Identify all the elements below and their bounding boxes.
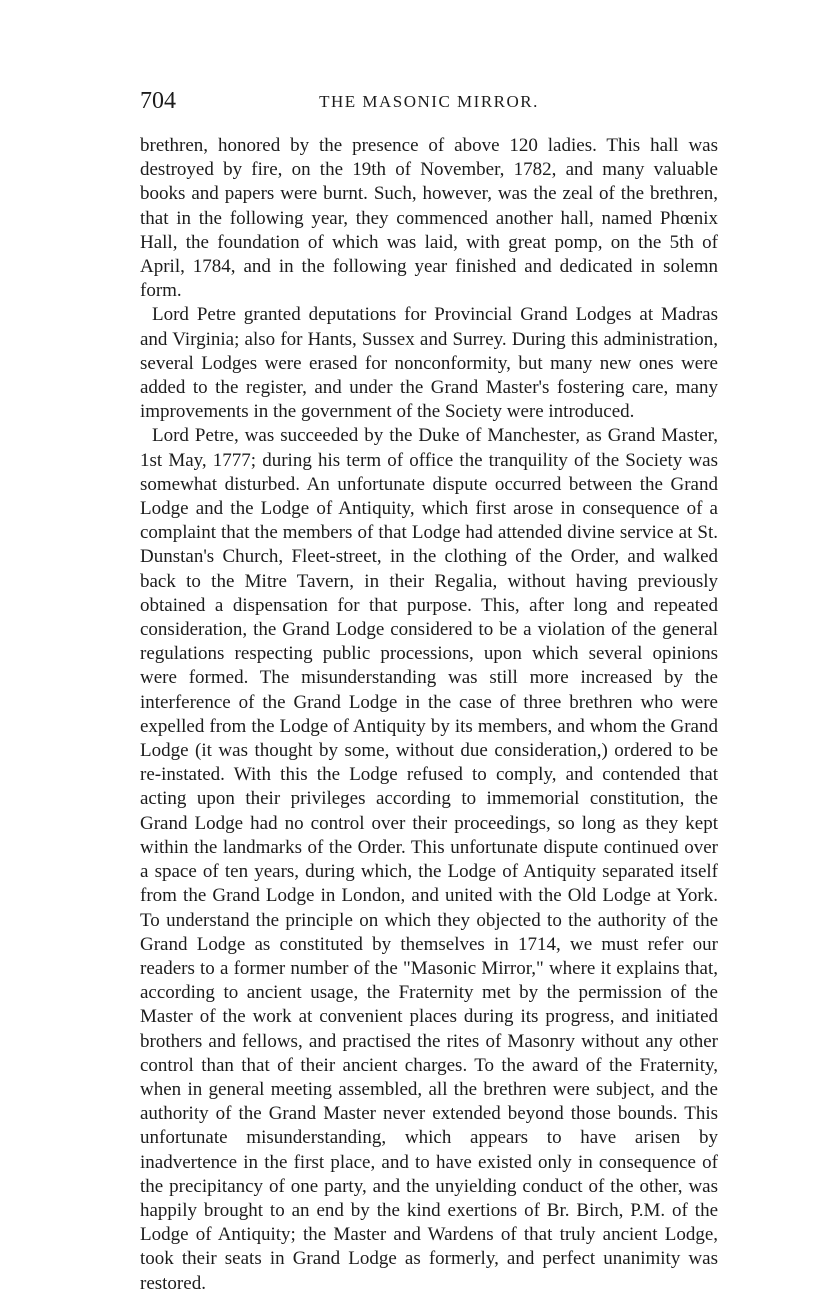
paragraph-1: brethren, honored by the presence of above 120 ladies. This hall was destroyed by fire, on the 19th of November, 1782, and many valuable books and papers were burnt. Such, however, was the zeal of the brethren, that in the following year, they commenced another hall, named Phœnix Hall, the foundation of which was laid, with great pomp, on the 5th of April, 1784, and in the following year finished and dedicated in solemn form. (140, 135, 718, 302)
paragraph-3: Lord Petre, was succeeded by the Duke of Manchester, as Grand Master, 1st May, 1777; during his term of office the tranquility of the Society was somewhat disturbed. An unfortunate dispute occurred between the Grand Lodge and the Lodge of Antiquity, which first arose in consequence of a complaint that the members of that Lodge had attended divine service at St. Dunstan's Church, Fleet-street, in the clothing of the Order, and walked back to the Mitre Tavern, in their Regalia, without having previously obtained a dispensation for that purpose. This, after long and repeated consideration, the Grand Lodge considered to be a violation of the general regulations respecting public processions, upon which several opinions were formed. The misunderstanding was still more increased by the interference of the Grand Lodge in the case of three brethren who were expelled from the Lodge of Antiquity by its members, and whom the Grand Lodge (it was thought by some, without due consideration,) ordered to be re-instated. With this the Lodge refused to comply, and contended that acting upon their privileges according to immemorial constitution, the Grand Lodge had no control over their proceedings, so long as they kept within the landmarks of the Order. This unfortunate dispute continued over a space of ten years, during which, the Lodge of Antiquity separated itself from the Grand Lodge in London, and united with the Old Lodge at York. To understand the principle on which they objected to the authority of the Grand Lodge as constituted by themselves in 1714, we must refer our readers to a former number of the "Masonic Mirror," where it explains that, according to ancient usage, the Fraternity met by the permission of the Master of the work at convenient places during its progress, and initiated brothers and fellows, and practised the rites of Masonry without any other control than that of their ancient charges. To the award of the Fraternity, when in general meeting assembled, all the brethren were subject, and the authority of the Grand Master never extended beyond those bounds. This unfortunate misunderstanding, which appears to have arisen by inadvertence in the first place, and to have existed only in consequence of the precipitancy of one party, and the unyielding conduct of the other, was happily brought to an end by the kind exertions of Br. Birch, P.M. of the Lodge of Antiquity; the Master and Wardens of that truly ancient Lodge, took their seats in Grand Lodge as formerly, and perfect unanimity was restored. (140, 425, 718, 1294)
page-number: 704 (140, 88, 176, 114)
body-text (140, 134, 718, 1296)
paragraph-2: Lord Petre granted deputations for Provincial Grand Lodges at Madras and Virginia; also for Hants, Sussex and Surrey. During this administration, several Lodges were erased for nonconformity, but many new ones were added to the register, and under the Grand Master's fostering care, many improvements in the government of the Society were introduced. (140, 304, 718, 423)
page-header (140, 86, 718, 116)
running-title: THE MASONIC MIRROR. (319, 92, 539, 111)
